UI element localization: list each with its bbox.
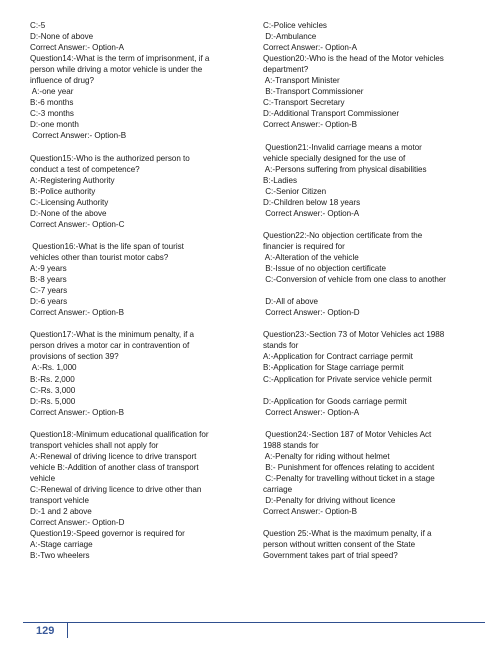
- text-line: [263, 517, 481, 528]
- text-line: D:-6 years: [30, 297, 68, 307]
- text-line: D:-Ambulance: [263, 32, 317, 42]
- text-line: conduct a test of competence?: [30, 164, 140, 174]
- text-line: B:-6 months: [30, 98, 74, 108]
- text-line: C:-Licensing Authority: [30, 197, 109, 207]
- text-line: Question15:-Who is the authorized person to: [30, 153, 190, 163]
- text-line: [263, 285, 481, 296]
- text-line: [263, 385, 481, 396]
- text-line: B:-Two wheelers: [30, 551, 90, 561]
- text-line: [30, 418, 248, 429]
- text-line: Question16:-What is the life span of tourist: [30, 241, 184, 251]
- text-line: D:-1 and 2 above: [30, 507, 92, 517]
- text-line: C:-Penalty for travelling without ticket in a stage: [263, 473, 435, 483]
- text-line: Correct Answer:- Option-A: [263, 407, 360, 417]
- right-text-column: [263, 20, 481, 561]
- text-line: person while driving a motor vehicle is under the: [30, 65, 203, 75]
- left-text-column: [30, 20, 248, 561]
- text-line: carriage: [263, 484, 293, 494]
- text-line: C:-3 months: [30, 109, 74, 119]
- text-line: C:-Transport Secretary: [263, 98, 345, 108]
- text-line: Correct Answer:- Option-B: [30, 407, 124, 417]
- text-line: Question23:-Section 73 of Motor Vehicles act 1988: [263, 330, 445, 340]
- text-line: D:-Rs. 5,000: [30, 396, 76, 406]
- text-line: stands for: [263, 341, 299, 351]
- text-line: Question20:-Who is the head of the Motor vehicles: [263, 54, 444, 64]
- text-line: B:-Application for Stage carriage permit: [263, 363, 404, 373]
- text-line: C:-Application for Private service vehicle permit: [263, 374, 432, 384]
- text-line: B:-Ladies: [263, 175, 298, 185]
- text-line: person drives a motor car in contravention of: [30, 341, 190, 351]
- text-line: B:- Punishment for offences relating to accident: [263, 462, 435, 472]
- text-line: Correct Answer:- Option-A: [263, 208, 360, 218]
- text-line: [30, 142, 248, 153]
- text-line: Correct Answer:- Option-B: [30, 131, 127, 141]
- text-line: Question22:-No objection certificate from the: [263, 230, 423, 240]
- text-line: [263, 130, 481, 141]
- page-number: 129: [36, 625, 55, 637]
- text-line: person without written consent of the State: [263, 540, 416, 550]
- text-line: Correct Answer:- Option-B: [263, 507, 357, 517]
- text-line: A:-9 years: [30, 264, 67, 274]
- text-line: vehicles other than tourist motor cabs?: [30, 252, 169, 262]
- text-line: C:-Senior Citizen: [263, 186, 327, 196]
- text-line: 1988 stands for: [263, 440, 319, 450]
- text-line: A:-Application for Contract carriage permit: [263, 352, 413, 362]
- text-line: Question18:-Minimum educational qualification for: [30, 429, 209, 439]
- text-line: Question21:-Invalid carriage means a motor: [263, 142, 422, 152]
- text-line: [263, 418, 481, 429]
- text-line: B:-Police authority: [30, 186, 96, 196]
- text-line: C:-Renewal of driving licence to drive other than: [30, 484, 202, 494]
- text-line: C:-Rs. 3,000: [30, 385, 76, 395]
- text-line: provisions of section 39?: [30, 352, 119, 362]
- text-line: A:-Penalty for riding without helmet: [263, 451, 390, 461]
- text-line: D:-Additional Transport Commissioner: [263, 109, 400, 119]
- text-line: [263, 318, 481, 329]
- text-line: B:-8 years: [30, 275, 67, 285]
- text-line: transport vehicle: [30, 496, 90, 506]
- text-line: C:-7 years: [30, 286, 68, 296]
- text-line: A:-one year: [30, 87, 74, 97]
- text-line: Question14:-What is the term of imprisonment, if a: [30, 54, 210, 64]
- text-line: vehicle B:-Addition of another class of transport: [30, 462, 199, 472]
- text-line: D:-Penalty for driving without licence: [263, 496, 396, 506]
- text-line: A:-Alteration of the vehicle: [263, 252, 359, 262]
- text-line: A:-Renewal of driving licence to drive transport: [30, 451, 197, 461]
- text-line: Question24:-Section 187 of Motor Vehicles Act: [263, 429, 432, 439]
- text-line: Question17:-What is the minimum penalty, if a: [30, 330, 195, 340]
- text-line: [30, 230, 248, 241]
- text-line: Correct Answer:- Option-A: [30, 43, 124, 53]
- text-line: Correct Answer:- Option-D: [263, 308, 360, 318]
- text-line: B:-Transport Commissioner: [263, 87, 364, 97]
- footer-rule: [23, 622, 485, 623]
- text-line: B:-Issue of no objection certificate: [263, 264, 386, 274]
- text-line: Correct Answer:- Option-B: [30, 308, 124, 318]
- text-line: influence of drug?: [30, 76, 94, 86]
- text-line: D:-None of the above: [30, 208, 107, 218]
- text-line: department?: [263, 65, 309, 75]
- text-line: Government takes part of trial speed?: [263, 551, 398, 561]
- text-line: A:-Transport Minister: [263, 76, 340, 86]
- text-line: [263, 219, 481, 230]
- text-line: C:-5: [30, 21, 46, 30]
- footer-divider: [67, 622, 68, 638]
- text-line: D:-one month: [30, 120, 79, 130]
- text-line: Question 25:-What is the maximum penalty, if a: [263, 529, 432, 539]
- text-line: A:-Persons suffering from physical disabilities: [263, 164, 427, 174]
- text-line: Correct Answer:- Option-D: [30, 518, 125, 528]
- text-line: financier is required for: [263, 241, 345, 251]
- text-line: Correct Answer:- Option-C: [30, 219, 125, 229]
- text-line: B:-Rs. 2,000: [30, 374, 75, 384]
- text-line: Correct Answer:- Option-B: [263, 120, 357, 130]
- text-line: D:-Children below 18 years: [263, 197, 361, 207]
- text-line: D:-Application for Goods carriage permit: [263, 396, 407, 406]
- text-line: C:-Police vehicles: [263, 21, 327, 30]
- text-line: Question19:-Speed governor is required for: [30, 529, 185, 539]
- text-line: Correct Answer:- Option-A: [263, 43, 357, 53]
- text-line: D:-None of above: [30, 32, 94, 42]
- text-line: A:-Registering Authority: [30, 175, 115, 185]
- text-line: transport vehicles shall not apply for: [30, 440, 159, 450]
- text-line: C:-Conversion of vehicle from one class to another: [263, 275, 446, 285]
- text-line: [30, 318, 248, 329]
- text-line: vehicle: [30, 473, 56, 483]
- text-line: D:-All of above: [263, 297, 319, 307]
- text-line: A:-Rs. 1,000: [30, 363, 77, 373]
- text-line: A:-Stage carriage: [30, 540, 93, 550]
- text-line: vehicle specially designed for the use of: [263, 153, 406, 163]
